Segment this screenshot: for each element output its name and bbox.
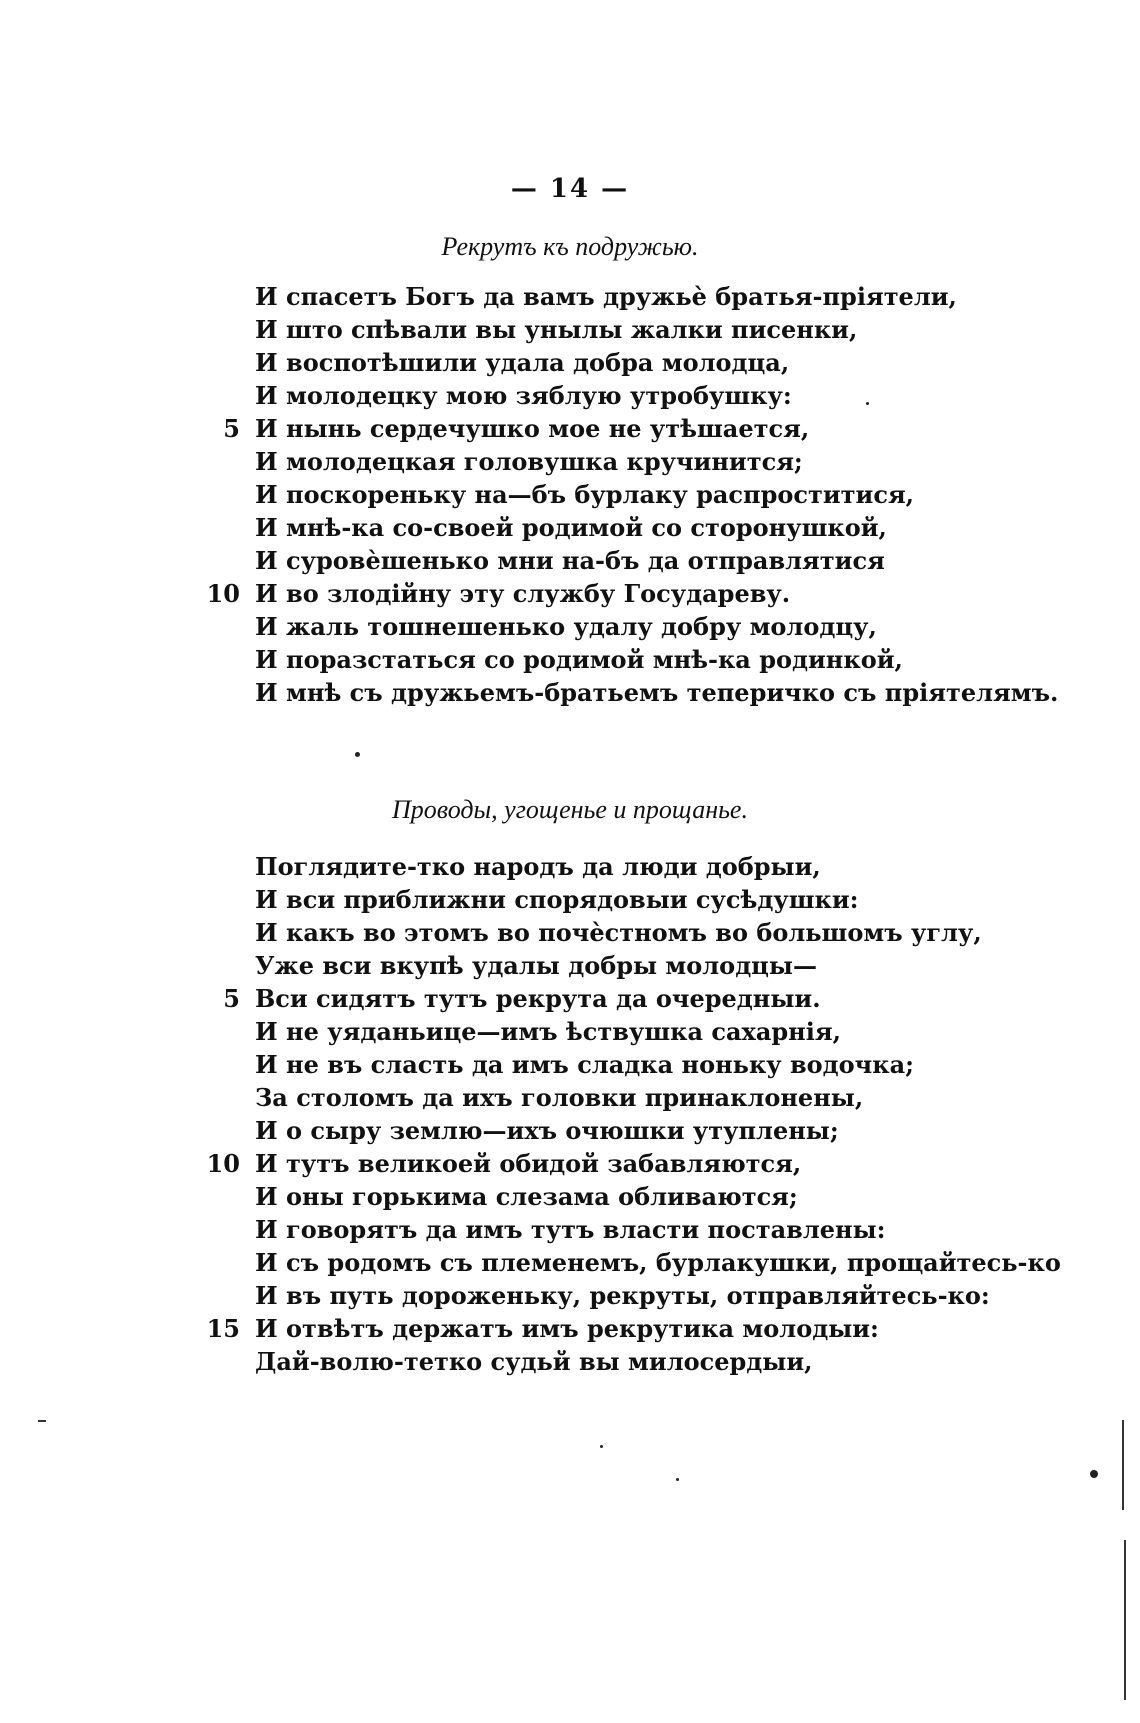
verse-line [0,1312,1140,1345]
verse-line [0,1345,1140,1378]
verse-line [0,346,1140,379]
line-text: И жаль тошнешенько удалу добру молодцу, [255,612,877,641]
page-number: — 14 — [510,174,630,204]
line-text: Вси сидятъ тутъ рекрута да очередныи. [255,984,821,1013]
verse-line [0,916,1140,949]
verse-line [0,883,1140,916]
line-text: За столомъ да ихъ головки принаклонены, [255,1083,864,1112]
line-number: 10 [206,579,240,608]
line-text: Уже вси вкупѣ удалы добры молодцы— [255,951,817,980]
line-text: И тутъ великоей обидой забавляются, [255,1149,802,1178]
line-text: И съ родомъ съ племенемъ, бурлакушки, прощайтесь-ко [255,1248,1061,1277]
verse-line [0,544,1140,577]
line-text: И молодецку мою зяблую утробушку: [255,381,792,410]
scan-speck [866,402,869,405]
line-text: И нынь сердечушко мое не утѣшается, [255,414,810,443]
page-edge-line [1122,1420,1124,1510]
verse-line [0,949,1140,982]
line-text: И какъ во этомъ во почѐстномъ во большомъ углу, [255,918,982,947]
verse-line [0,850,1140,883]
scan-speck [676,1478,679,1481]
verse-line [0,511,1140,544]
line-text: И воспотѣшили удала добра молодца, [255,348,790,377]
line-text: И не въ сласть да имъ сладка ноньку водочка; [255,1050,914,1079]
line-text: И мнѣ съ дружьемъ-братьемъ теперичко съ пріятелямъ. [255,678,1059,707]
verse-line [0,610,1140,643]
verse-line [0,412,1140,445]
line-text: И во злодійну эту службу Государеву. [255,579,791,608]
verse-line [0,577,1140,610]
verse-line [0,1279,1140,1312]
verse-line [0,1147,1140,1180]
scan-speck [1090,1470,1098,1478]
line-text: И поразстаться со родимой мнѣ-ка родинкой, [255,645,903,674]
verse-line [0,1180,1140,1213]
line-text: И спасетъ Богъ да вамъ дружьѐ братья-пріятели, [255,282,957,311]
line-text: И не уяданьице—имъ ѣствушка сахарнія, [255,1017,841,1046]
line-text: И поскореньку на—бъ бурлаку распроститися, [255,480,915,509]
line-text: И мнѣ-ка со-своей родимой со сторонушкой, [255,513,887,542]
verse-line [0,1081,1140,1114]
line-text: И што спѣвали вы унылы жалки писенки, [255,315,858,344]
verse-line [0,982,1140,1015]
line-text: И оны горькима слезама обливаются; [255,1182,798,1211]
verse-line [0,643,1140,676]
line-text: И о сыру землю—ихъ очюшки утуплены; [255,1116,839,1145]
section-title-farewell: Проводы, угощенье и прощанье. [392,795,748,824]
verse-line [0,478,1140,511]
scan-speck [355,752,360,757]
verse-line [0,313,1140,346]
page-edge-line [1124,1540,1126,1700]
verse-line [0,1048,1140,1081]
line-text: И говорятъ да имъ тутъ власти поставлены: [255,1215,886,1244]
line-text: И отвѣтъ держатъ имъ рекрутика молодыи: [255,1314,879,1343]
line-text: И молодецкая головушка кручинится; [255,447,803,476]
poem-farewell [0,850,1140,1378]
verse-line [0,445,1140,478]
verse-line [0,1114,1140,1147]
scan-speck [600,1445,603,1448]
line-number: 15 [206,1314,240,1343]
line-text: Поглядите-тко народъ да люди добрыи, [255,852,821,881]
scan-mark [38,1420,46,1422]
line-text: И вси приближни спорядовыи сусѣдушки: [255,885,859,914]
verse-line [0,1213,1140,1246]
verse-line [0,280,1140,313]
line-text: Дай-волю-тетко судьй вы милосердыи, [255,1347,813,1376]
poem-recruit [0,280,1140,709]
line-text: И суровѐшенько мни на-бъ да отправлятися [255,546,885,575]
line-number: 5 [223,984,240,1013]
verse-line [0,379,1140,412]
section-title-recruit: Рекрутъ къ подружью. [441,232,699,261]
verse-line [0,1015,1140,1048]
verse-line [0,676,1140,709]
line-text: И въ путь дороженьку, рекруты, отправляйтесь-ко: [255,1281,990,1310]
verse-line [0,1246,1140,1279]
line-number: 10 [206,1149,240,1178]
line-number: 5 [223,414,240,443]
